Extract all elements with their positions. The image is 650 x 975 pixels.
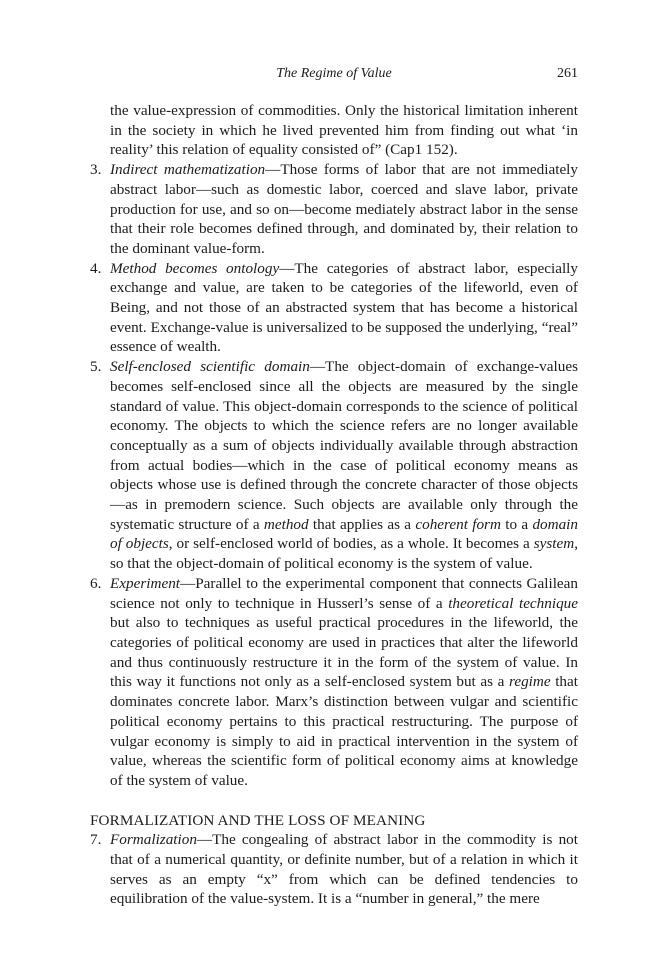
item-body-segment: but also to techniques as useful practical procedures in the lifeworld, the categories of political economy are used in practices that alter the lifeworld and thus continuously restructure it in the form of the system of value. In this way it functions not only as a self-enclosed system but as a — [110, 614, 578, 691]
item-number: 7. — [90, 831, 102, 849]
list-item — [90, 574, 578, 791]
item-body: —The categories of abstract labor, especially exchange and value, are taken to be categories of the lifeworld, even of Being, and not those of an abstracted system that has become a historical event. Exchange-value is universalized to be supposed the underlying, “real” essence of wealth. — [110, 259, 578, 356]
item-emphasis: regime — [508, 673, 551, 691]
item-body-segment: —The object-domain of exchange-values becomes self-enclosed since all the objects are measured by the single standard of value. This object-domain corresponds to the science of political economy. The objects to which the science refers are no longer available conceptually as a sum of objects individually available through abstraction from actual bodies—which in the case of political economy means as objects whose use is defined through the concrete character of those objects—as in premodern science. Such objects are available only through the systematic structure of a — [110, 358, 578, 533]
item-number: 5. — [90, 358, 102, 376]
item-emphasis: system — [533, 535, 575, 553]
item-number: 3. — [90, 161, 102, 179]
list-item — [90, 259, 578, 358]
item-body-segment: —Parallel to the experimental component that connects Galilean science not only to technique in Husserl’s sense of a — [110, 574, 578, 612]
item-text — [110, 357, 578, 574]
running-title: The Regime of Value — [276, 66, 392, 81]
page-body — [90, 101, 578, 909]
item-text — [110, 574, 578, 791]
item-number: 4. — [90, 259, 102, 277]
continuation-paragraph — [90, 101, 578, 160]
list-item — [90, 830, 578, 909]
item-body-segment: that dominates concrete labor. Marx’s distinction between vulgar and scientific political economy pertains to this practical restructuring. The purpose of vulgar economy is simply to aid in practical intervention in the system of value, whereas the scientific form of political economy aims at knowledge of the system of value. — [110, 673, 578, 789]
item-text — [110, 830, 578, 909]
item-body-segment: , so that the object-domain of political economy is the system of value. — [110, 535, 578, 573]
item-emphasis: coherent form — [415, 515, 501, 533]
continuation-text: the value-expression of commodities. Only the historical limitation inherent in the society in which he lived prevented him from finding out what ‘in reality’ this relation of equality consisted of” (Cap1 152). — [110, 102, 578, 159]
item-body: —The congealing of abstract labor in the commodity is not that of a numerical quantity, or definite number, but of a relation in which it serves as an empty “x” from which can be defined tendencies to equilibration of the value-system. It is a “number in general,” the mere — [110, 831, 578, 908]
item-body-segment: that applies as a — [308, 515, 416, 533]
item-term: Indirect mathematization — [110, 161, 266, 179]
running-header — [90, 66, 578, 86]
item-number: 6. — [90, 574, 102, 592]
item-emphasis: method — [263, 515, 309, 533]
section-heading: FORMALIZATION AND THE LOSS OF MEANING — [90, 811, 426, 829]
item-body-segment: to a — [500, 515, 533, 533]
item-emphasis: theoretical technique — [448, 594, 579, 612]
item-text — [110, 160, 578, 259]
item-term: Self-enclosed scientific domain — [110, 358, 310, 376]
list-item — [90, 160, 578, 259]
item-term: Method becomes ontology — [110, 259, 280, 277]
item-term: Formalization — [110, 831, 197, 849]
list-item — [90, 357, 578, 574]
item-body-segment: , or self-enclosed world of bodies, as a whole. It becomes a — [168, 535, 534, 553]
item-body: —Those forms of labor that are not immediately abstract labor—such as domestic labor, coerced and slave labor, private production for use, and so on—become mediately abstract labor in the sense that their role becomes defined through, and dominated by, their relation to the dominant value-form. — [110, 161, 578, 257]
page-number: 261 — [557, 66, 578, 81]
item-emphasis: domain of objects — [110, 515, 578, 553]
item-term: Experiment — [110, 574, 181, 592]
item-text — [110, 259, 578, 358]
